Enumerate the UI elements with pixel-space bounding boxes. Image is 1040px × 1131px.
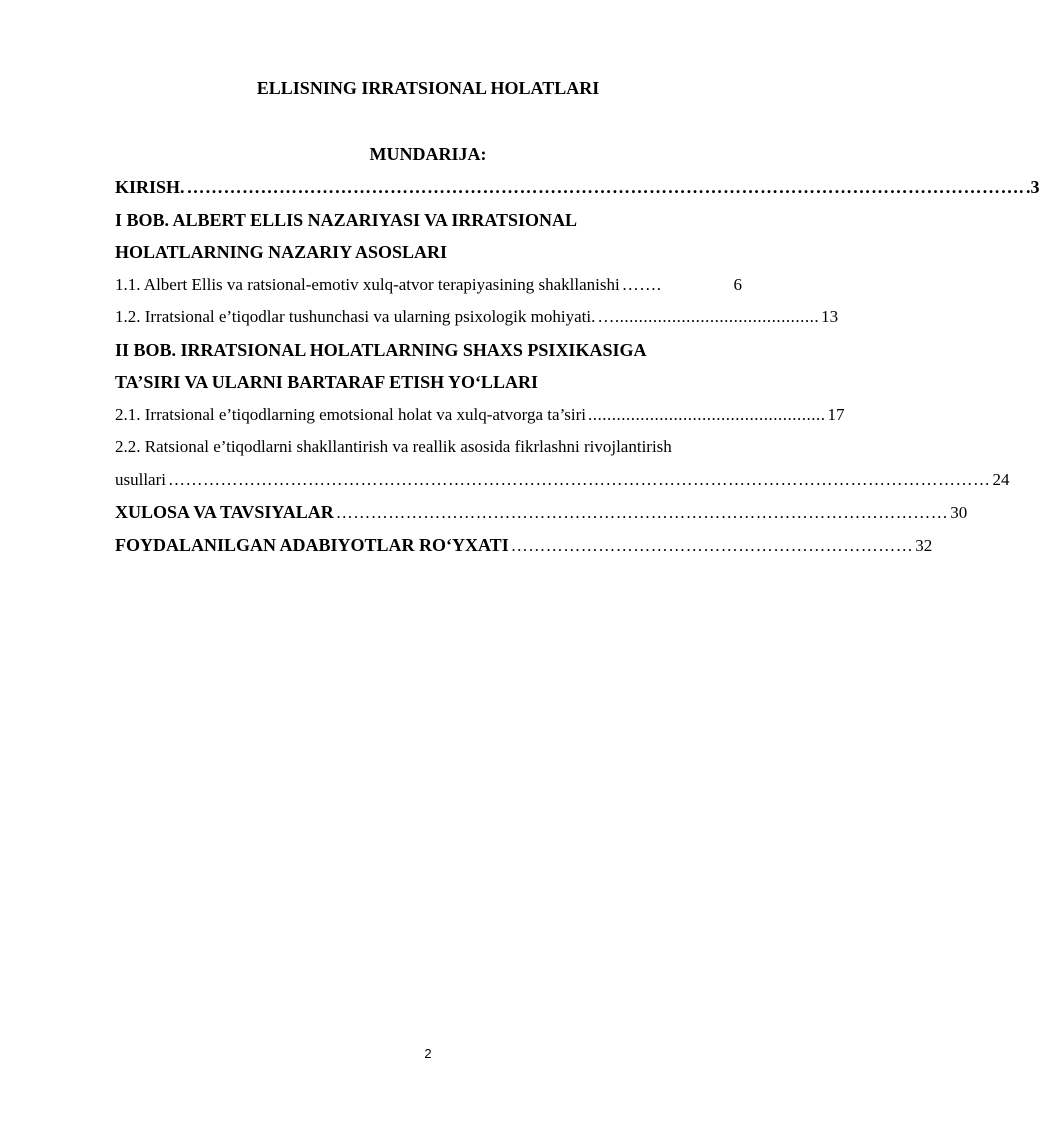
toc-leader-dots: ……………………………………………………………	[510, 535, 914, 555]
toc-entry-1-1[interactable]	[115, 269, 742, 302]
toc-page-number: 24	[992, 469, 1010, 489]
toc-heading: MUNDARIJA:	[369, 144, 487, 164]
toc-chapter-1-line-1[interactable]: I BOB. ALBERT ELLIS NAZARIYASI VA IRRATSIONAL	[115, 209, 578, 230]
toc-entry-text: XULOSA VA TAVSIYALAR	[115, 502, 334, 522]
document-title: ELLISNING IRRATSIONAL HOLATLARI	[256, 78, 600, 98]
toc-chapter-1-line-2[interactable]: HOLATLARNING NAZARIY ASOSLARI	[115, 242, 448, 262]
toc-page-number: 17	[827, 404, 845, 424]
toc-entry-1-2[interactable]	[115, 301, 839, 334]
toc-entry-2-2-line-2[interactable]	[115, 464, 1010, 497]
toc-chapter-2-line-2[interactable]: TA’SIRI VA ULARNI BARTARAF ETISH YO‘LLARI	[115, 372, 538, 392]
toc-entry-text: 2.1. Irratsional e’tiqodlarning emotsional holat va xulq-atvorga ta’siri	[115, 404, 587, 424]
toc-leader-dots: ..................................................	[588, 404, 826, 424]
toc-page-number: 30	[950, 503, 968, 522]
toc-page-number: 6	[733, 274, 742, 294]
toc-leader-dots: ……………………………………………………………………………………………………………………….	[186, 177, 1025, 197]
toc-entry-adabiyotlar[interactable]	[115, 529, 933, 562]
toc-entry-2-2-line-1[interactable]: 2.2. Ratsional e’tiqodlarni shakllantirish va reallik asosida fikrlashni rivojlantirish	[115, 437, 672, 456]
toc-entry-text: KIRISH.	[115, 177, 185, 197]
table-of-contents	[115, 171, 1040, 561]
toc-entry-xulosa[interactable]	[115, 496, 968, 529]
toc-entry-text: usullari	[115, 469, 166, 489]
toc-entry-text: FOYDALANILGAN ADABIYOTLAR RO‘YXATI	[115, 534, 509, 555]
toc-entry-kirish[interactable]	[115, 171, 1040, 204]
toc-entry-2-1[interactable]	[115, 399, 845, 432]
toc-leader-dots: ……………………………………………………………………………………………………………………………	[168, 469, 991, 489]
toc-page-number: 13	[821, 307, 839, 326]
toc-leader-dots: ……………………………………………………………………………………………	[335, 503, 949, 522]
toc-leader-dots: …….	[621, 274, 662, 294]
toc-entry-text: 1.2. Irratsional e’tiqodlar tushunchasi va ularning psixologik mohiyati.	[115, 307, 596, 326]
toc-entry-text: 1.1. Albert Ellis va ratsional-emotiv xulq-atvor terapiyasining shakllanishi	[115, 274, 620, 294]
toc-leader-dots: …...........................................	[597, 307, 820, 326]
toc-page-number: .3	[1026, 177, 1040, 197]
toc-chapter-2-line-1[interactable]: II BOB. IRRATSIONAL HOLATLARNING SHAXS PSIXIKASIGA	[115, 339, 647, 360]
page-number: 2	[424, 1046, 432, 1061]
toc-page-number: 32	[915, 535, 933, 555]
